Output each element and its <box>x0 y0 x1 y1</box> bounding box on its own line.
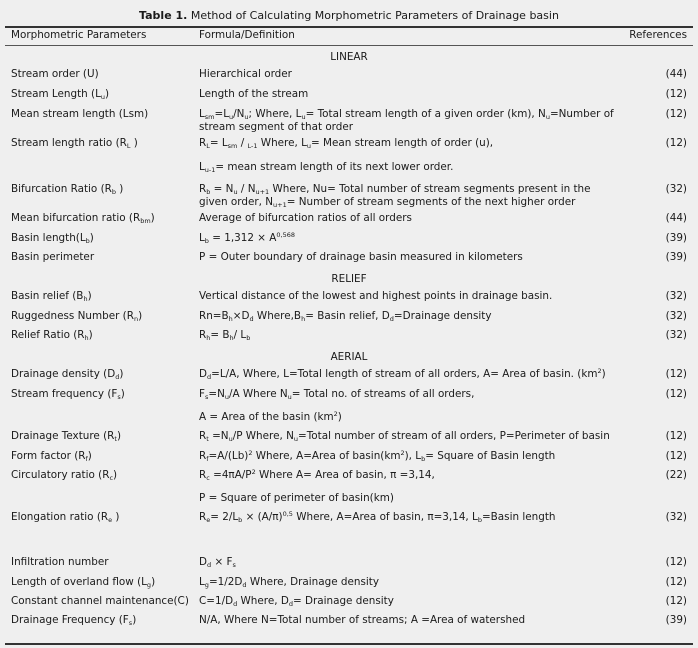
parameter-cell: Infiltration number <box>11 556 109 568</box>
formula-cell: A = Area of the basin $(km^2)$ <box>199 410 342 423</box>
parameter-cell: Form factor $(R_f)$ <box>11 450 92 463</box>
table-row <box>0 388 698 411</box>
parameter-cell: Relief Ratio $(R_h)$ <box>11 329 93 342</box>
table-row-continuation <box>0 411 698 430</box>
top-rule <box>5 26 693 28</box>
formula-cell: $R_c =4\pi A/P^2$ Where A= Area of basin, π =3,14, <box>199 468 435 482</box>
table-row <box>0 595 698 614</box>
parameter-cell: Elongation ratio ($R_e$ ) <box>11 511 120 524</box>
table-row <box>0 88 698 108</box>
parameter-cell: Basin $length(L_b)$ <box>11 232 94 245</box>
formula-cell: P = Square of perimeter of basin(km) <box>199 492 394 504</box>
table-row <box>0 108 698 137</box>
reference-cell: (12) <box>665 450 687 462</box>
reference-cell: (12) <box>665 108 687 120</box>
reference-cell: (32) <box>665 329 687 341</box>
reference-cell: (12) <box>665 368 687 380</box>
reference-cell: (22) <box>665 469 687 481</box>
table-row <box>0 68 698 88</box>
reference-cell: (39) <box>665 614 687 626</box>
table-row <box>0 329 698 346</box>
formula-cell: Length of the stream <box>199 88 309 100</box>
reference-cell: (12) <box>665 137 687 149</box>
table-row <box>0 183 698 212</box>
table-title: Method of Calculating Morphometric Parameters of Drainage basin <box>190 9 559 22</box>
parameter-cell: Drainage Texture $(R_t)$ <box>11 430 122 443</box>
formula-cell: $Rn=B_h\times D_d$ $Where,B_h= Basin$ relief, $D_d=Drainage$ density <box>199 310 492 323</box>
formula-cell: Hierarchical order <box>199 68 292 80</box>
header-formula: Formula/Definition <box>199 29 295 41</box>
formula-cell: $D_d \times F_s$ <box>199 556 236 569</box>
table-row-continuation <box>0 492 698 511</box>
parameter-cell: Basin perimeter <box>11 251 95 263</box>
table-label: Table 1. <box>139 9 188 22</box>
table-header-row <box>0 29 698 45</box>
bottom-rule <box>5 643 693 645</box>
formula-cell: Vertical distance of the lowest and highest points in drainage basin. <box>199 290 553 302</box>
reference-cell: (44) <box>665 212 687 224</box>
table-row <box>0 511 698 556</box>
formula-cell: $R_e= 2/L_b \times (A/\pi)^{0,5}$ Where, A=Area of basin, π=3,14, $L_b=Basin$ length <box>199 510 556 524</box>
formula-cell: $L_{sm}=L_u/N_u$; Where, $L_u=$ Total stream length of a given order (km), $N_u=Number$ of stream segment of that order <box>199 108 614 133</box>
reference-cell: (32) <box>665 290 687 302</box>
header-parameters: Morphometric Parameters <box>11 29 147 41</box>
parameter-cell: Circulatory ratio $(R_c)$ <box>11 469 118 482</box>
table-row-continuation <box>0 161 698 183</box>
parameter-cell: Length of overland flow $(L_g)$ <box>11 576 156 589</box>
table-row <box>0 469 698 492</box>
formula-cell: $R_b = N_u / N_{u+1}$ Where, Nu= Total number of stream segments present in the given order, $N_{u+1}=$ Number of stream segments of the next higher order <box>199 183 591 209</box>
reference-cell: (39) <box>665 232 687 244</box>
parameter-cell: Stream order (U) <box>11 68 99 80</box>
reference-cell: (12) <box>665 576 687 588</box>
reference-cell: (39) <box>665 251 687 263</box>
reference-cell: (12) <box>665 430 687 442</box>
formula-cell: P = Outer boundary of drainage basin measured in kilometers <box>199 251 523 263</box>
formula-cell: $C=1/D_d$ Where, $D_d=$ Drainage density <box>199 595 394 608</box>
parameter-cell: Constant channel maintenance(C) <box>11 595 189 607</box>
formula-cell: $R_f=A/(Lb)^2$ Where, A=Area of $basin(km^2)$, $L_b=$ Square of Basin length <box>199 449 556 463</box>
reference-cell: (32) <box>665 183 687 195</box>
reference-cell: (12) <box>665 556 687 568</box>
parameter-cell: Drainage density $(D_d)$ <box>11 368 124 381</box>
parameter-cell: Mean bifurcation ratio $(R_{bm})$ <box>11 212 155 225</box>
reference-cell: (12) <box>665 388 687 400</box>
table-row <box>0 614 698 630</box>
table-caption <box>0 9 698 22</box>
table-body <box>0 46 698 630</box>
formula-cell: $L_b = 1,312 \times A^{0,568}$ <box>199 231 296 245</box>
parameter-cell: Stream Length $(L_u)$ <box>11 88 110 101</box>
reference-cell: (12) <box>665 595 687 607</box>
parameter-cell: Bifurcation Ratio ($R_b$ ) <box>11 183 124 196</box>
table-row <box>0 368 698 388</box>
table-row <box>0 450 698 469</box>
reference-cell: (44) <box>665 68 687 80</box>
table-row <box>0 556 698 576</box>
parameter-cell: Stream frequency $(F_s)$ <box>11 388 125 401</box>
reference-cell: (12) <box>665 88 687 100</box>
reference-cell: (32) <box>665 310 687 322</box>
formula-cell: $D_d=L/A$, Where, L=Total length of stream of all orders, A= Area of basin. $(km^2)$ <box>199 367 606 381</box>
table-row <box>0 310 698 329</box>
section-heading: AERIAL <box>330 351 368 363</box>
table-row <box>0 251 698 268</box>
reference-cell: (32) <box>665 511 687 523</box>
table-row <box>0 212 698 232</box>
table-row <box>0 137 698 161</box>
table-row <box>0 232 698 251</box>
header-references: References <box>629 29 687 41</box>
table-row <box>0 290 698 310</box>
parameter-cell: Stream length ratio ($R_L$ ) <box>11 137 138 150</box>
parameter-cell: Drainage Frequency $(F_s)$ <box>11 614 137 627</box>
section-heading: LINEAR <box>330 51 368 63</box>
formula-cell: $L_{u-1}=$ mean stream length of its next lower order. <box>199 161 454 174</box>
formula-cell: $R_t =N_u/P$ Where, $N_u=Total$ number of stream of all orders, P=Perimeter of basin <box>199 430 610 443</box>
table-row <box>0 430 698 450</box>
formula-cell: N/A, Where N=Total number of streams; A =Area of watershed <box>199 614 526 626</box>
section-heading: RELIEF <box>331 273 367 285</box>
formula-cell: Average of bifurcation ratios of all orders <box>199 212 412 224</box>
formula-cell: $L_g=1/2D_d$ Where, Drainage density <box>199 576 379 589</box>
table-row <box>0 576 698 595</box>
formula-cell: $R_h= B_h/$ $L_b$ <box>199 329 251 342</box>
formula-cell: $R_L= L_{sm} / _{L-1}$ Where, $L_u=$ Mean stream length of order (u), <box>199 137 494 150</box>
formula-cell: $F_s=N_u/A$ Where $N_u=$ Total no. of streams of all orders, <box>199 388 475 401</box>
parameter-cell: Basin relief $(B_h)$ <box>11 290 92 303</box>
parameter-cell: Ruggedness Number $(R_n)$ <box>11 310 143 323</box>
parameter-cell: Mean stream length (Lsm) <box>11 108 149 120</box>
